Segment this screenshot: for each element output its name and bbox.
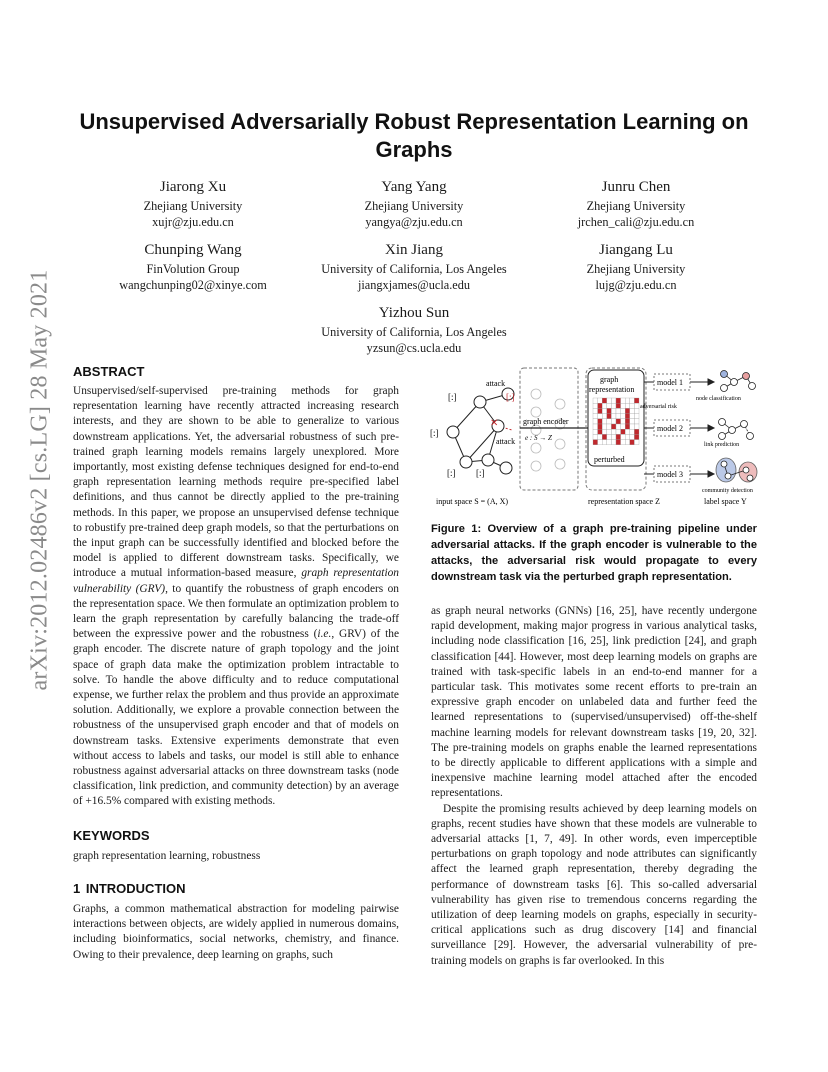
matrix-cell	[630, 424, 635, 429]
author-email: xujr@zju.edu.cn	[152, 215, 234, 229]
matrix-cell	[593, 434, 598, 439]
graph-rep-label-1: graph	[600, 375, 619, 384]
intro-paragraph-2: Despite the promising results achieved by deep learning models on graphs, recent studies have shown that these models are vulnerable to adversarial attacks [1, 7, 49]. In other words, even imperceptible perturbations on graph topology and node attributes can significantly affect the learned graph representation, thereby degrading the performance of downstream tasks [6]. This so-called adversarial vulnerability has given rise to tremendous concerns regarding the utilization of deep learning models on graphs, especially in security-critical applications such as drug discovery [14] and financial surveillance [29]. However, the adversarial vulnerability of pre-training models on graphs is far overlooked. In this	[431, 802, 757, 967]
matrix-cell	[630, 408, 635, 413]
author-block	[284, 240, 544, 293]
pipeline-diagram	[428, 364, 768, 510]
figure-1	[428, 364, 768, 510]
author-name: Yizhou Sun	[378, 305, 450, 321]
label-space-label: label space Y	[704, 497, 747, 506]
matrix-cell	[621, 440, 626, 445]
input-graph	[447, 388, 514, 474]
matrix-cell	[625, 434, 630, 439]
matrix-cell	[634, 440, 639, 445]
task-1-label: node classification	[696, 396, 741, 402]
matrix-cell	[593, 408, 598, 413]
perturbed-feature-glyph: [:]	[506, 392, 515, 402]
attack-label-top: attack	[486, 379, 506, 388]
matrix-cell	[616, 419, 621, 424]
author-affiliation: Zhejiang University	[586, 199, 686, 213]
matrix-cell	[616, 403, 621, 408]
keywords-text: graph representation learning, robustness	[73, 850, 261, 862]
model-1-label: model 1	[657, 378, 683, 387]
node-feature-glyph: [:]	[430, 428, 439, 438]
matrix-cell	[598, 424, 603, 429]
matrix-cell	[630, 398, 635, 403]
author-name: Junru Chen	[601, 179, 671, 195]
matrix-cell	[598, 408, 603, 413]
matrix-cell	[634, 424, 639, 429]
author-name: Jiangang Lu	[599, 242, 673, 258]
matrix-cell	[602, 419, 607, 424]
author-block	[284, 177, 544, 230]
matrix-cell	[598, 429, 603, 434]
matrix-cell	[625, 440, 630, 445]
matrix-cell	[611, 429, 616, 434]
matrix-cell	[630, 440, 635, 445]
matrix-cell	[598, 419, 603, 424]
task-2-label: link prediction	[704, 442, 740, 448]
arxiv-id-text: arXiv:2012.02486v2 [cs.LG] 28 May 2021	[26, 269, 53, 691]
matrix-cell	[625, 408, 630, 413]
encoder-box	[520, 368, 578, 490]
matrix-cell	[611, 440, 616, 445]
matrix-cell	[602, 398, 607, 403]
author-affiliation: Zhejiang University	[364, 199, 464, 213]
keywords-heading: KEYWORDS	[73, 828, 150, 843]
paper-title	[60, 108, 768, 164]
matrix-cell	[634, 398, 639, 403]
author-email: jrchen_cali@zju.edu.cn	[577, 215, 695, 229]
representation-matrix	[593, 398, 639, 445]
node-feature-glyph: [:]	[476, 468, 485, 478]
task-community-detection-graph	[716, 458, 757, 482]
matrix-cell	[611, 403, 616, 408]
matrix-cell	[616, 414, 621, 419]
matrix-cell	[598, 398, 603, 403]
author-affiliation: Zhejiang University	[143, 199, 243, 213]
matrix-cell	[621, 434, 626, 439]
arxiv-identifier	[18, 269, 62, 691]
matrix-cell	[634, 408, 639, 413]
matrix-cell	[593, 440, 598, 445]
model-3-label: model 3	[657, 470, 683, 479]
matrix-cell	[616, 434, 621, 439]
matrix-cell	[621, 398, 626, 403]
matrix-cell	[630, 403, 635, 408]
matrix-cell	[625, 403, 630, 408]
matrix-cell	[607, 434, 612, 439]
matrix-cell	[607, 419, 612, 424]
author-email: yzsun@cs.ucla.edu	[366, 341, 462, 355]
representation-space-label: representation space Z	[588, 497, 660, 506]
perturb-mark: ✕	[490, 418, 499, 429]
abstract-heading: ABSTRACT	[73, 364, 145, 379]
matrix-cell	[634, 429, 639, 434]
author-email: wangchunping02@xinye.com	[119, 278, 267, 292]
matrix-cell	[634, 434, 639, 439]
author-block	[506, 240, 766, 293]
matrix-cell	[607, 414, 612, 419]
matrix-cell	[611, 419, 616, 424]
matrix-cell	[611, 434, 616, 439]
abstract-text-3: , GRV) of the graph encoder. The discrete nature of graph topology and the joint space of graph data make the optimization problem intractable to solve. To handle the above difficulty and to reduce computational expense, we further relax the problem and thus provide an approximate solution. Additionally, we explore a provable connection between the robustness of the unsupervised graph encoder and that of models on downstream tasks. Extensive experiments demonstrate that even without access to labels and tasks, our model is still able to enhance robustness against adversarial attacks on three downstream tasks (node classification, link prediction, and community detection) by an average of +16.5% compared with existing methods.	[73, 628, 399, 808]
author-name: Xin Jiang	[385, 242, 443, 258]
matrix-cell	[616, 398, 621, 403]
matrix-cell	[634, 403, 639, 408]
matrix-cell	[593, 414, 598, 419]
matrix-cell	[625, 419, 630, 424]
matrix-cell	[607, 408, 612, 413]
author-block	[284, 303, 544, 356]
matrix-cell	[602, 429, 607, 434]
author-email: yangya@zju.edu.cn	[365, 215, 463, 229]
matrix-cell	[616, 440, 621, 445]
introduction-heading: 1 INTRODUCTION	[73, 881, 186, 896]
matrix-cell	[621, 414, 626, 419]
matrix-cell	[621, 429, 626, 434]
author-affiliation: University of California, Los Angeles	[321, 262, 507, 276]
matrix-cell	[602, 424, 607, 429]
matrix-cell	[607, 429, 612, 434]
matrix-cell	[634, 414, 639, 419]
matrix-cell	[602, 403, 607, 408]
matrix-cell	[593, 398, 598, 403]
introduction-right-column	[431, 604, 757, 969]
matrix-cell	[593, 424, 598, 429]
author-email: jiangxjames@ucla.edu	[357, 278, 471, 292]
abstract-emphasis-grv: graph representation vulnerability (GRV)	[73, 567, 399, 595]
matrix-cell	[616, 424, 621, 429]
author-email: lujg@zju.edu.cn	[595, 278, 677, 292]
matrix-cell	[621, 408, 626, 413]
author-name: Yang Yang	[381, 179, 447, 195]
author-name: Chunping Wang	[144, 242, 242, 258]
matrix-cell	[602, 434, 607, 439]
author-affiliation: FinVolution Group	[146, 262, 240, 276]
matrix-cell	[602, 414, 607, 419]
intro-paragraph-1: as graph neural networks (GNNs) [16, 25], have recently undergone rapid development, making major progress in various analytical tasks, including node classification [16, 25], link prediction [24], and graph classification [44]. However, most deep learning models on graphs are trained with task-specific labels in an end-to-end manner for a particular task. This motivates some recent efforts to pre-train an expressive graph encoder on unlabeled data and further feed the learned representations to (supervised/unsupervised) off-the-shelf machine learning models for relevant downstream tasks [19, 20, 32]. The pre-training models on graphs enable the learned representations to be directly applicable to different applications with a simple and inexpensive machine learning model attached after the encoded representations.	[431, 605, 757, 800]
abstract-text-1: Unsupervised/self-supervised pre-training methods for graph representation learning have recently attracted increasing research interests, and they are shown to be able to generalize to various downstream applications. Yet, the adversarial robustness of such pre-trained graph learning models remains largely unexplored. More importantly, most existing defense techniques designed for end-to-end graph representation learning methods require pre-specified label definitions, and thus cannot be directly applied to the pre-training methods. In this paper, we propose an unsupervised defense technique to robustify pre-trained deep graph models, so that the perturbations on the input graph can be successfully identified and blocked before the model is applied to different downstream tasks. Specifically, we introduce a mutual information-based measure,	[73, 385, 399, 580]
matrix-cell	[611, 398, 616, 403]
encoder-label: graph encoder	[523, 417, 569, 426]
matrix-cell	[630, 434, 635, 439]
matrix-cell	[630, 429, 635, 434]
matrix-cell	[607, 440, 612, 445]
matrix-cell	[625, 414, 630, 419]
matrix-cell	[607, 403, 612, 408]
encoder-map-label: e : S → Z	[525, 434, 552, 442]
introduction-left-text: Graphs, a common mathematical abstraction for modeling pairwise interactions between objects, are widely applied in numerous domains, including bioinformatics, social networks, chemistry, and finance. Owing to their prevalence, deep learning on graphs, such	[73, 903, 399, 961]
matrix-cell	[616, 429, 621, 434]
adversarial-risk-label: adversarial risk	[640, 404, 677, 410]
matrix-cell	[593, 429, 598, 434]
matrix-cell	[616, 408, 621, 413]
title-line-1: Unsupervised Adversarially Robust Representation Learning on	[79, 109, 749, 134]
matrix-cell	[593, 403, 598, 408]
matrix-cell	[621, 419, 626, 424]
author-affiliation: University of California, Los Angeles	[321, 325, 507, 339]
matrix-cell	[630, 419, 635, 424]
matrix-cell	[598, 440, 603, 445]
figure-1-caption: Figure 1: Overview of a graph pre-training pipeline under adversarial attacks. If the graph encoder is vulnerable to the attacks, the adversarial risk would propagate to every downstream task via the perturbed graph representation.	[431, 523, 757, 583]
node-feature-glyph: [:]	[448, 392, 457, 402]
matrix-cell	[598, 414, 603, 419]
author-block	[506, 177, 766, 230]
attack-label-mid: attack	[496, 437, 516, 446]
matrix-cell	[611, 408, 616, 413]
abstract-body	[73, 384, 399, 810]
author-name: Jiarong Xu	[159, 179, 227, 195]
node-feature-glyph: [:]	[447, 468, 456, 478]
matrix-cell	[625, 424, 630, 429]
task-link-prediction-graph	[719, 419, 754, 440]
matrix-cell	[625, 398, 630, 403]
matrix-cell	[593, 419, 598, 424]
matrix-cell	[621, 403, 626, 408]
abstract-text-2: , to quantify the robustness of graph encoders on the representation space. We then formulate an optimization problem to learn the graph representation by carefully balancing the trade-off between the expressive power and the robustness (	[73, 582, 399, 641]
matrix-cell	[607, 424, 612, 429]
graph-rep-label-2: representation	[589, 385, 635, 394]
matrix-cell	[634, 419, 639, 424]
input-space-label: input space S = (A, X)	[436, 497, 509, 506]
matrix-cell	[598, 403, 603, 408]
author-affiliation: Zhejiang University	[586, 262, 686, 276]
matrix-cell	[630, 414, 635, 419]
task-node-classification-graph	[721, 371, 756, 392]
perturbed-label: perturbed	[594, 455, 625, 464]
matrix-cell	[611, 424, 616, 429]
matrix-cell	[602, 440, 607, 445]
task-3-label: community detection	[702, 488, 753, 494]
matrix-cell	[602, 408, 607, 413]
matrix-cell	[621, 424, 626, 429]
encoder-network	[531, 389, 565, 471]
model-2-label: model 2	[657, 424, 683, 433]
matrix-cell	[611, 414, 616, 419]
abstract-emphasis-ie: i.e.	[317, 628, 332, 641]
title-line-2: Graphs	[375, 137, 453, 162]
matrix-cell	[625, 429, 630, 434]
matrix-cell	[598, 434, 603, 439]
matrix-cell	[607, 398, 612, 403]
